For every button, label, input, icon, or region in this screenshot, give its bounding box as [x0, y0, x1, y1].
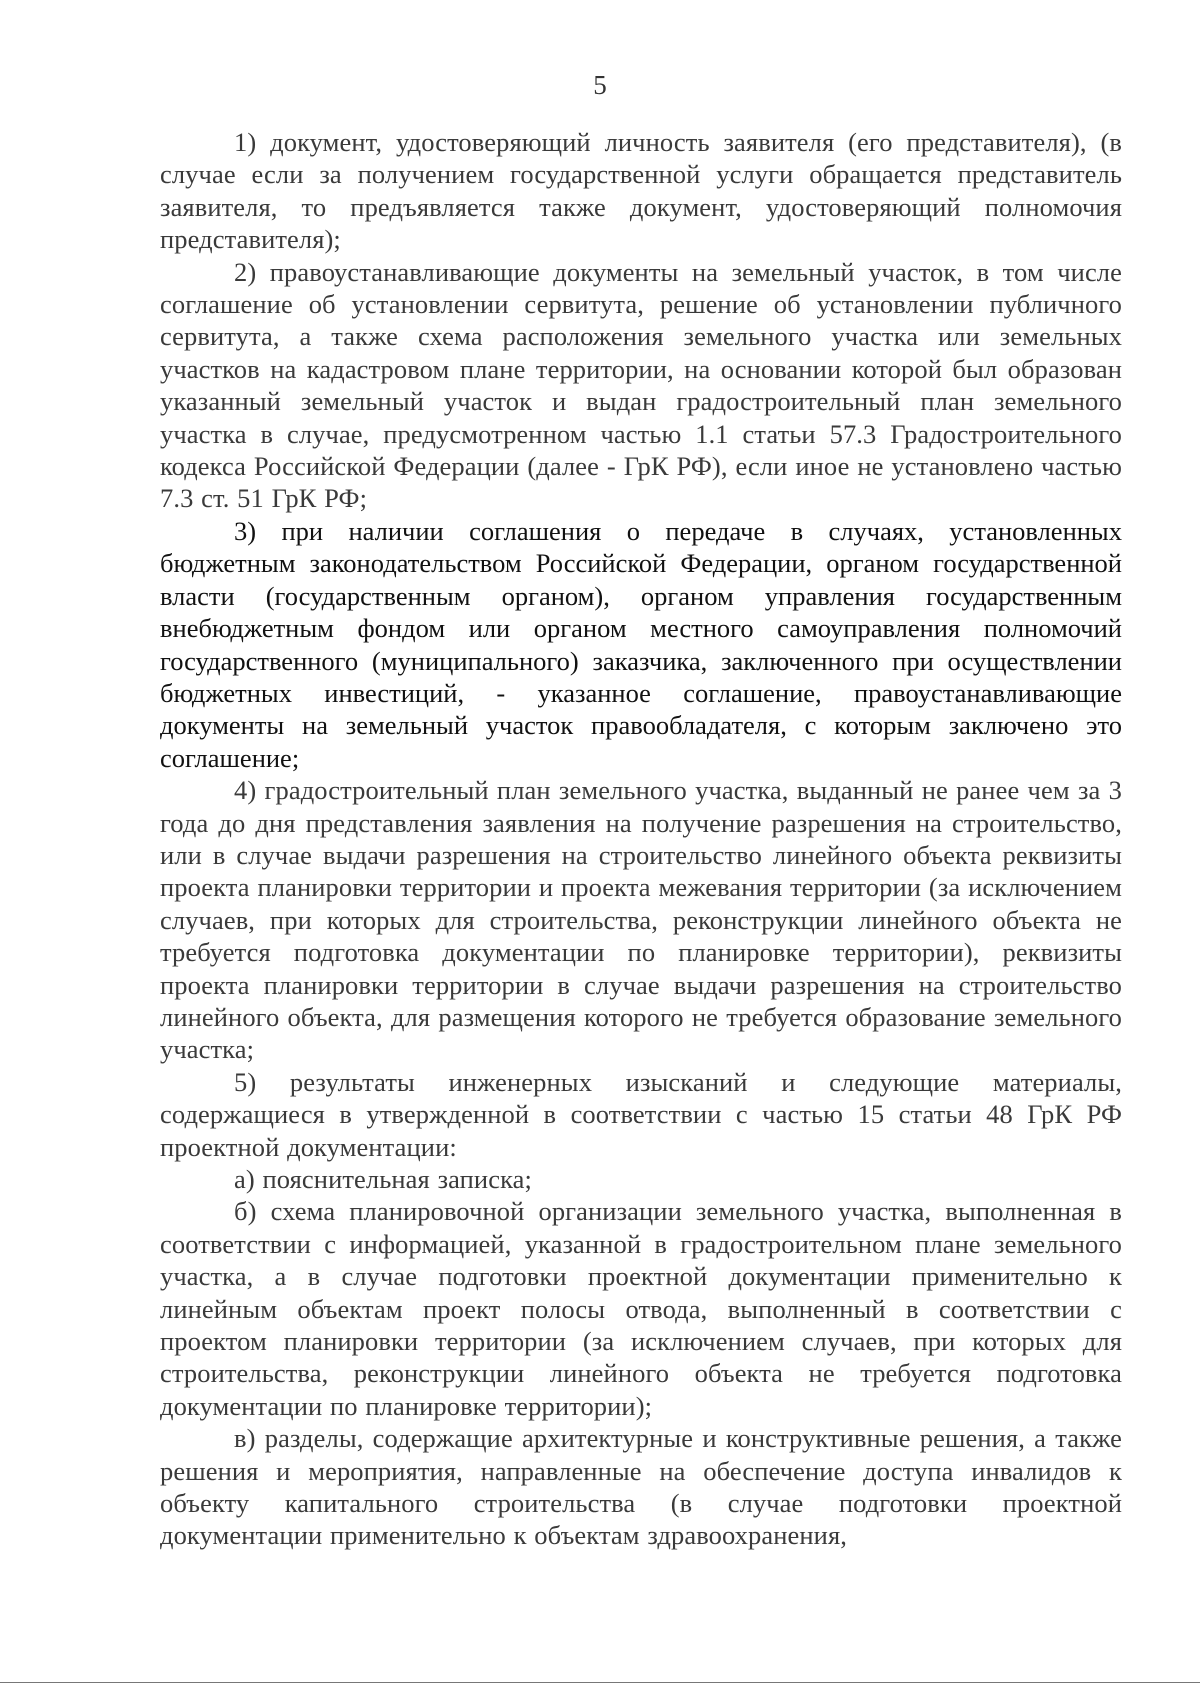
- paragraph-item-3: 3) при наличии соглашения о передаче в случаях, установленных бюджетным законодательством Российской Федерации, органом государственной власти (государственным органом), органом управления государственным внебюджетным фондом или органом местного самоуправления полномочий государственного (муниципального) заказчика, заключенного при осуществлении бюджетных инвестиций, - указанное соглашение, правоустанавливающие документы на земельный участок правообладателя, с которым заключено это соглашение;: [160, 515, 1122, 773]
- paragraph-item-2: 2) правоустанавливающие документы на земельный участок, в том числе соглашение об установлении сервитута, решение об установлении публичного сервитута, а также схема расположения земельного участка или земельных участков на кадастровом плане территории, на основании которой был образован указанный земельный участок и выдан градостроительный план земельного участка в случае, предусмотренном частью 1.1 статьи 57.3 Градостроительного кодекса Российской Федерации (далее - ГрК РФ), если иное не установлено частью 7.3 ст. 51 ГрК РФ;: [160, 256, 1122, 514]
- paragraph-item-5: 5) результаты инженерных изысканий и следующие материалы, содержащиеся в утвержденной в соответствии с частью 15 статьи 48 ГрК РФ проектной документации:: [160, 1066, 1122, 1162]
- document-body: [160, 126, 1122, 1552]
- paragraph-item-5v: в) разделы, содержащие архитектурные и конструктивные решения, а также решения и мероприятия, направленные на обеспечение доступа инвалидов к объекту капитального строительства (в случае подготовки проектной документации применительно к объектам здравоохранения,: [160, 1423, 1122, 1551]
- paragraph-item-1: 1) документ, удостоверяющий личность заявителя (его представителя), (в случае если за получением государственной услуги обращается представитель заявителя, то предъявляется также документ, удостоверяющий полномочия представителя);: [160, 127, 1122, 255]
- paragraph-item-5b: б) схема планировочной организации земельного участка, выполненная в соответствии с информацией, указанной в градостроительном плане земельного участка, а в случае подготовки проектной документации применительно к линейным объектам проект полосы отвода, выполненный в соответствии с проектом планировки территории (за исключением случаев, при которых для строительства, реконструкции линейного объекта не требуется подготовка документации по планировке территории);: [160, 1196, 1122, 1421]
- bottom-divider: [0, 1682, 1200, 1683]
- paragraph-item-5a: а) пояснительная записка;: [234, 1164, 532, 1194]
- page-number: 5: [593, 70, 607, 100]
- paragraph-item-4: 4) градостроительный план земельного участка, выданный не ранее чем за 3 года до дня представления заявления на получение разрешения на строительство, или в случае выдачи разрешения на строительство линейного объекта реквизиты проекта планировки территории и проекта межевания территории (за исключением случаев, при которых для строительства, реконструкции линейного объекта не требуется подготовка документации по планировке территории), реквизиты проекта планировки территории в случае выдачи разрешения на строительство линейного объекта, для размещения которого не требуется образование земельного участка;: [160, 775, 1122, 1065]
